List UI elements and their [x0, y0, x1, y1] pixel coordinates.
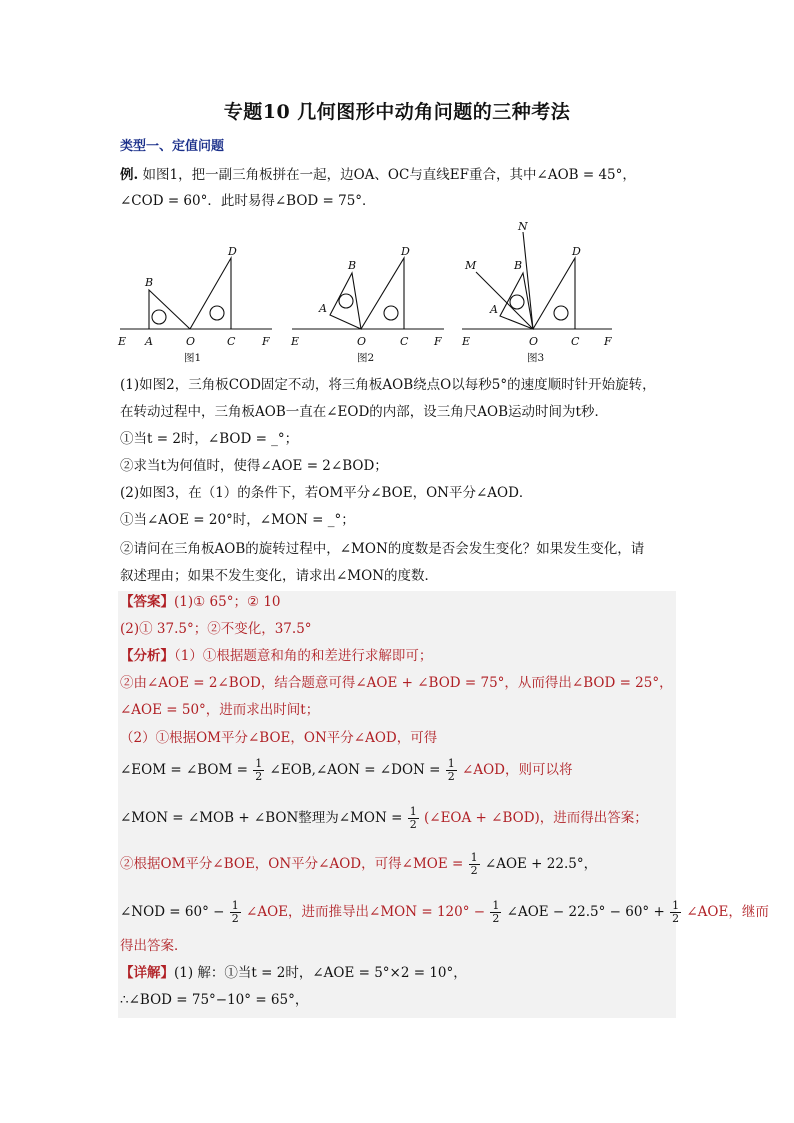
fraction-numerator: 1: [470, 851, 478, 864]
analysis-tag: 【分析】: [120, 648, 174, 664]
analysis-text-8a: ∠NOD = 60° −: [120, 904, 225, 920]
answer-tag: 【答案】: [120, 594, 174, 610]
fig3-caption: 图3: [527, 352, 545, 364]
fig3-label-b: B: [514, 259, 523, 272]
example-label: 例.: [120, 167, 139, 183]
question-1-line-1: (1)如图2，三角板COD固定不动，将三角板AOB绕点O以每秒5°的速度顺时针开始旋转，: [120, 377, 656, 393]
fraction-numerator: 1: [409, 805, 417, 818]
analysis-line-2: ②由∠AOE = 2∠BOD，结合题意可得∠AOE + ∠BOD = 75°，从而得出∠BOD = 25°，: [120, 675, 673, 691]
analysis-text-8c: ∠AOE − 22.5° − 60° +: [506, 904, 665, 920]
geometry-figures: [0, 0, 794, 380]
fig1-caption: 图1: [184, 352, 202, 364]
fraction-denominator: 2: [255, 770, 263, 783]
fig2-circle-2: [384, 306, 398, 320]
fraction-denominator: 2: [470, 864, 478, 877]
question-1-part-a: ①当t = 2时，∠BOD = _°；: [120, 431, 299, 447]
analysis-line-9: 得出答案．: [120, 938, 188, 954]
analysis-text-5a: ∠EOM = ∠BOM =: [120, 762, 248, 778]
analysis-line-7: [120, 852, 597, 877]
detail-line-1: [120, 964, 467, 982]
analysis-line-8: [120, 900, 769, 925]
analysis-text-5b: ∠EOB,∠AON = ∠DON =: [269, 762, 441, 778]
question-2-part-b-line-1: ②请问在三角板AOB的旋转过程中，∠MON的度数是否会发生变化？如果发生变化，请: [120, 541, 645, 557]
fraction-denominator: 2: [231, 912, 239, 925]
fraction-one-half: [469, 852, 480, 877]
analysis-text-5c: ∠AOD，则可以将: [462, 762, 573, 778]
fig3-label-f: F: [604, 335, 612, 348]
analysis-text-8b: ∠AOE，进而推导出∠MON = 120° −: [246, 904, 486, 920]
analysis-line-3: ∠AOE = 50°，进而求出时间t；: [120, 702, 320, 718]
analysis-text-8d: ∠AOE，继而: [686, 904, 769, 920]
fig1-label-c: C: [227, 335, 236, 348]
fig1-label-d: D: [228, 245, 237, 258]
fig1-triangle-cod: [190, 258, 231, 329]
fig3-label-m: M: [465, 259, 477, 272]
fig2-label-o: O: [357, 335, 367, 348]
fig3-circle-2: [554, 306, 568, 320]
analysis-line-4: （2）①根据OM平分∠BOE，ON平分∠AOD，可得: [120, 730, 438, 746]
detail-line-2: ∴∠BOD = 75°−10° = 65°，: [120, 992, 309, 1008]
question-1-line-2: 在转动过程中，三角板AOB一直在∠EOD的内部，设三角尺AOB运动时间为t秒．: [120, 404, 608, 420]
fraction-one-half: [253, 758, 264, 783]
fraction-one-half: [446, 758, 457, 783]
analysis-line-6: [120, 806, 648, 831]
question-2-part-b-line-2: 叙述理由；如果不发生变化，请求出∠MON的度数．: [120, 568, 439, 584]
fig2-label-c: C: [400, 335, 409, 348]
fraction-one-half: [490, 900, 501, 925]
answer-line-2: (2)① 37.5°；②不变化，37.5°: [120, 621, 312, 637]
fig2-label-e: E: [291, 335, 300, 348]
fraction-denominator: 2: [672, 912, 680, 925]
fig3-label-d: D: [572, 245, 581, 258]
page-title: 专题10 几何图形中动角问题的三种考法: [223, 101, 571, 123]
fraction-numerator: 1: [231, 899, 239, 912]
fig2-caption: 图2: [357, 352, 375, 364]
question-2-part-a: ①当∠AOE = 20°时，∠MON = _°；: [120, 512, 355, 528]
answer-text-1: (1)① 65°；② 10: [174, 594, 281, 610]
fig1-label-e: E: [118, 335, 127, 348]
analysis-text-6b: (∠EOA + ∠BOD)，进而得出答案；: [424, 810, 648, 826]
question-1-part-b: ②求当t为何值时，使得∠AOE = 2∠BOD；: [120, 458, 388, 474]
question-2-line-1: (2)如图3，在（1）的条件下，若OM平分∠BOE，ON平分∠AOD．: [120, 485, 533, 501]
fig3-triangle-cod: [533, 258, 575, 329]
fig2-triangle-aob: [330, 273, 361, 329]
fig1-label-f: F: [262, 335, 270, 348]
fig3-label-e: E: [462, 335, 471, 348]
fig2-label-b: B: [348, 259, 357, 272]
fig3-label-n: N: [518, 220, 528, 233]
fig2-label-f: F: [434, 335, 442, 348]
fig2-label-a: A: [319, 302, 327, 315]
fraction-numerator: 1: [447, 757, 455, 770]
example-text-1: 如图1，把一副三角板拼在一起，边OA、OC与直线EF重合，其中∠AOB = 45°，: [142, 167, 636, 183]
fig2-triangle-cod: [361, 258, 404, 329]
detail-text-1: (1) 解：①当t = 2时，∠AOE = 5°×2 = 10°，: [174, 965, 467, 981]
analysis-text-7b: ∠AOE + 22.5°，: [484, 856, 598, 872]
fig1-label-b: B: [145, 276, 154, 289]
fraction-numerator: 1: [492, 899, 500, 912]
analysis-line-5: [120, 758, 572, 783]
fig3-label-o: O: [529, 335, 539, 348]
fig2-circle-1: [339, 294, 353, 308]
fraction-one-half: [230, 900, 241, 925]
analysis-text-6a: ∠MON = ∠MOB + ∠BON整理为∠MON =: [120, 810, 403, 826]
analysis-line-1: [120, 647, 432, 665]
fraction-denominator: 2: [409, 818, 417, 831]
section-heading: 类型一、定值问题: [120, 139, 225, 154]
detail-tag: 【详解】: [120, 965, 174, 981]
fig1-label-a: A: [145, 335, 153, 348]
fraction-one-half: [408, 806, 419, 831]
answer-line-1: [120, 593, 281, 611]
fig1-label-o: O: [186, 335, 196, 348]
fraction-numerator: 1: [255, 757, 263, 770]
fig1-circle-2: [210, 306, 224, 320]
fraction-numerator: 1: [672, 899, 680, 912]
analysis-text-1: （1）①根据题意和角的和差进行求解即可；: [174, 648, 433, 664]
fraction-denominator: 2: [447, 770, 455, 783]
fig1-circle-1: [152, 310, 166, 324]
fraction-one-half: [670, 900, 681, 925]
fig3-label-c: C: [571, 335, 580, 348]
fig3-label-a: A: [490, 303, 498, 316]
fig3-circle-1: [510, 295, 524, 309]
example-line-2: ∠COD = 60°．此时易得∠BOD = 75°．: [120, 193, 376, 209]
analysis-text-7a: ②根据OM平分∠BOE，ON平分∠AOD，可得∠MOE =: [120, 856, 464, 872]
fig2-label-d: D: [401, 245, 410, 258]
fraction-denominator: 2: [492, 912, 500, 925]
